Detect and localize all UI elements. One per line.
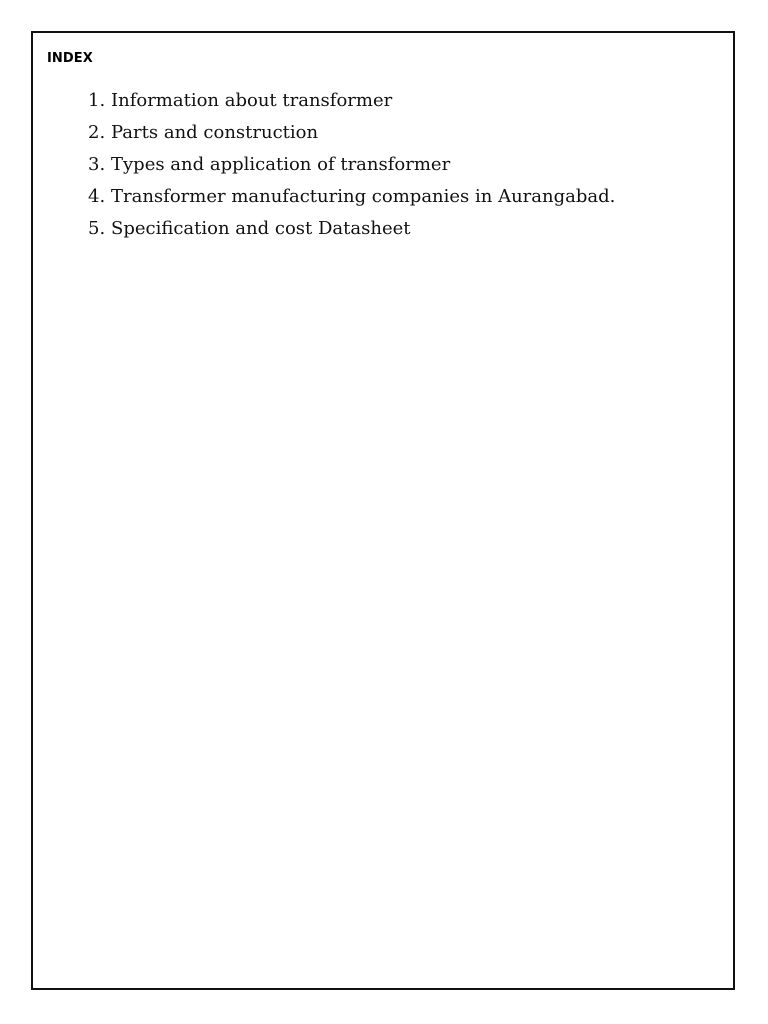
index-item-2 [88,121,615,153]
page-border [31,31,735,990]
index-item-number: 1. [88,90,106,111]
index-item-text: Transformer manufacturing companies in Aurangabad. [111,186,616,207]
index-item-4 [88,185,615,217]
index-item-1 [88,89,615,121]
index-item-5 [88,217,615,249]
index-item-text: Specification and cost Datasheet [111,218,411,239]
index-item-text: Types and application of transformer [111,154,451,175]
index-item-number: 2. [88,122,106,143]
index-list [88,89,615,249]
index-item-3 [88,153,615,185]
index-item-number: 3. [88,154,106,175]
index-item-text: Parts and construction [111,122,319,143]
index-item-text: Information about transformer [111,90,393,111]
index-item-number: 5. [88,218,106,239]
index-heading: INDEX [47,51,93,66]
index-item-number: 4. [88,186,106,207]
